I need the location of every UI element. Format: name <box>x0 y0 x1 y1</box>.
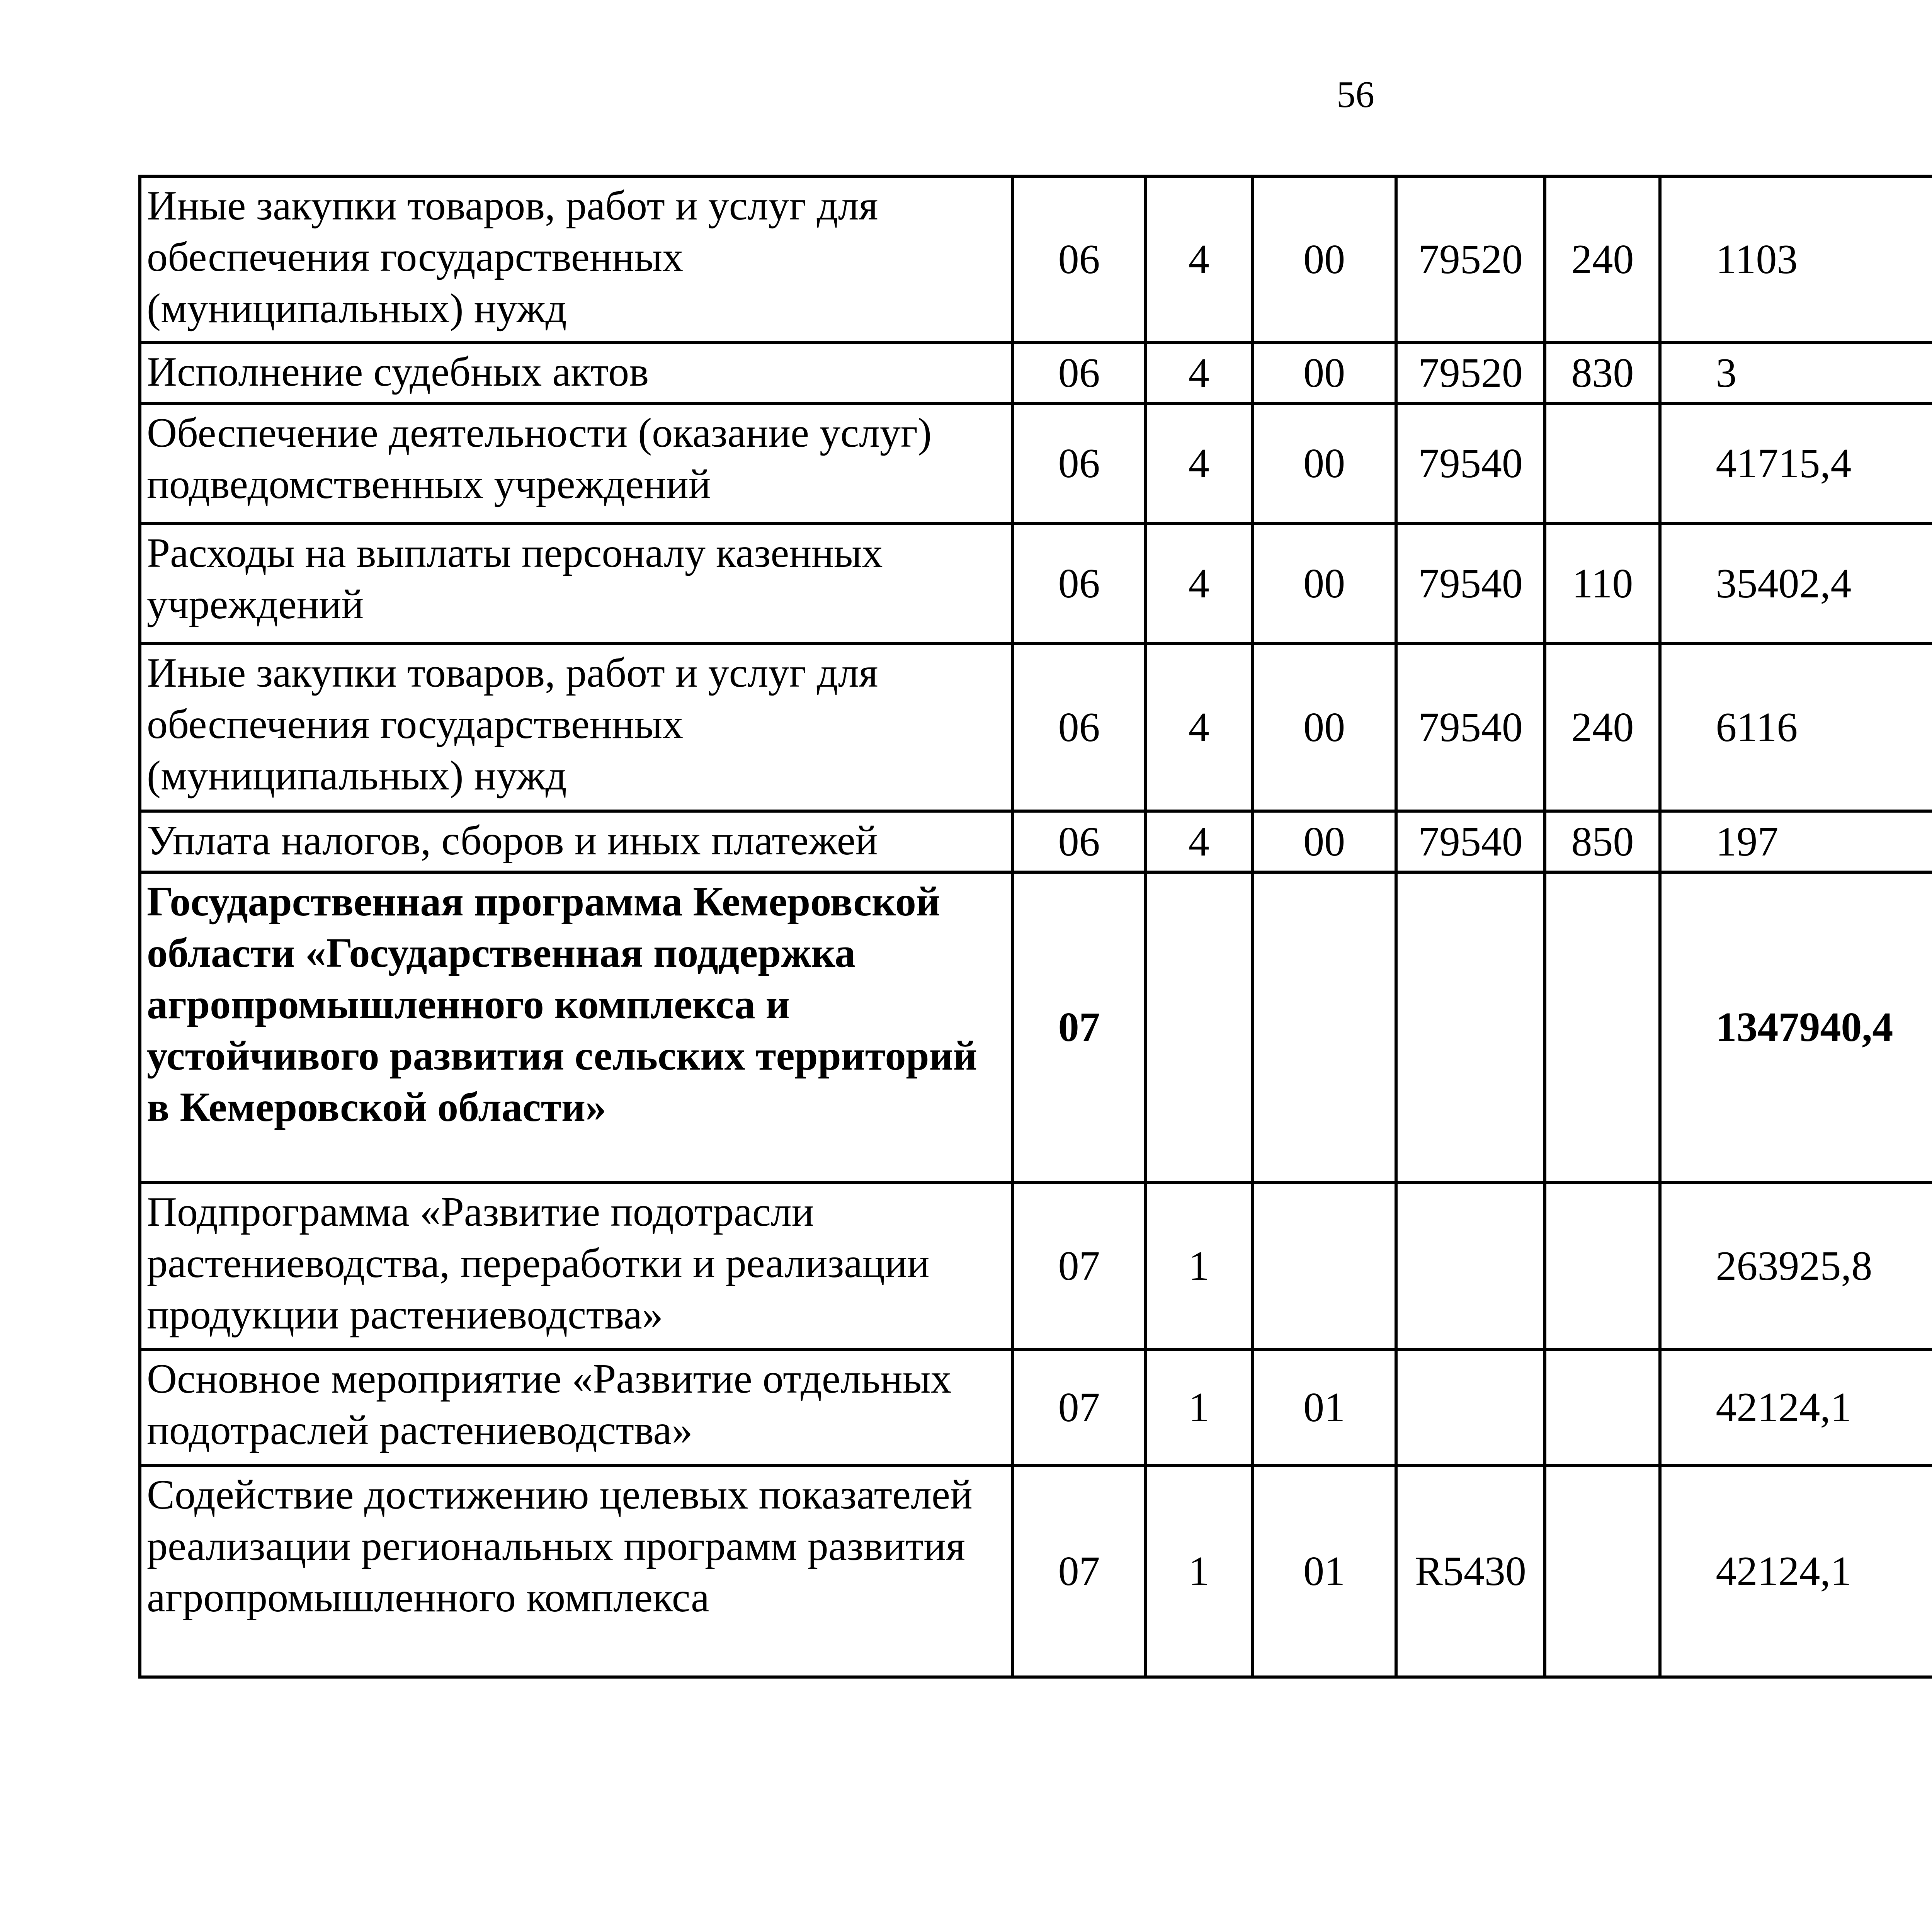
event-code <box>1252 1182 1396 1349</box>
direction-code: 79540 <box>1396 643 1545 811</box>
event-code: 01 <box>1252 1349 1396 1465</box>
subprogram-code: 1 <box>1146 1349 1252 1465</box>
subprogram-code: 1 <box>1146 1182 1252 1349</box>
section-code: 07 <box>1012 1465 1145 1677</box>
amount-year-1: 42124,1 <box>1660 1349 1932 1465</box>
row-name: Государственная программа Кемеровской области «Государственная поддержка агропромышленного комплекса и устойчивого развития сельских территорий в Кемеровской области» <box>140 872 1012 1182</box>
direction-code: 79520 <box>1396 342 1545 403</box>
section-code: 06 <box>1012 403 1145 524</box>
subprogram-code: 4 <box>1146 524 1252 643</box>
table-row <box>140 403 1932 524</box>
amount-year-1: 6116 <box>1660 643 1932 811</box>
row-name: Уплата налогов, сборов и иных платежей <box>140 811 1012 872</box>
section-code: 06 <box>1012 176 1145 342</box>
section-code: 06 <box>1012 811 1145 872</box>
section-code: 07 <box>1012 1349 1145 1465</box>
row-name: Подпрограмма «Развитие подотрасли растениеводства, переработки и реализации продукции растениеводства» <box>140 1182 1012 1349</box>
amount-year-1: 41715,4 <box>1660 403 1932 524</box>
section-code: 06 <box>1012 643 1145 811</box>
subprogram-code: 4 <box>1146 176 1252 342</box>
row-name: Основное мероприятие «Развитие отдельных подотраслей растениеводства» <box>140 1349 1012 1465</box>
direction-code <box>1396 1349 1545 1465</box>
direction-code: 79540 <box>1396 403 1545 524</box>
event-code: 00 <box>1252 643 1396 811</box>
expense-type-code <box>1545 403 1660 524</box>
direction-code: 79540 <box>1396 811 1545 872</box>
row-name: Иные закупки товаров, работ и услуг для обеспечения государственных (муниципальных) нужд <box>140 643 1012 811</box>
amount-year-1: 35402,4 <box>1660 524 1932 643</box>
event-code: 00 <box>1252 811 1396 872</box>
expense-type-code: 240 <box>1545 643 1660 811</box>
section-code: 07 <box>1012 1182 1145 1349</box>
direction-code <box>1396 872 1545 1182</box>
direction-code: 79540 <box>1396 524 1545 643</box>
direction-code: R5430 <box>1396 1465 1545 1677</box>
amount-year-1: 1347940,4 <box>1660 872 1932 1182</box>
table-row <box>140 342 1932 403</box>
table-row <box>140 1182 1932 1349</box>
direction-code <box>1396 1182 1545 1349</box>
budget-table <box>138 175 1932 1679</box>
table-row <box>140 643 1932 811</box>
amount-year-1: 3 <box>1660 342 1932 403</box>
subprogram-code: 4 <box>1146 811 1252 872</box>
table-row <box>140 1349 1932 1465</box>
section-code: 06 <box>1012 524 1145 643</box>
row-name: Расходы на выплаты персоналу казенных учреждений <box>140 524 1012 643</box>
subprogram-code: 1 <box>1146 1465 1252 1677</box>
expense-type-code <box>1545 1465 1660 1677</box>
expense-type-code <box>1545 872 1660 1182</box>
table-row <box>140 176 1932 342</box>
amount-year-1: 42124,1 <box>1660 1465 1932 1677</box>
expense-type-code: 240 <box>1545 176 1660 342</box>
table-row <box>140 524 1932 643</box>
row-name: Содействие достижению целевых показателей реализации региональных программ развития агропромышленного комплекса <box>140 1465 1012 1677</box>
expense-type-code: 830 <box>1545 342 1660 403</box>
event-code <box>1252 872 1396 1182</box>
subprogram-code <box>1146 872 1252 1182</box>
event-code: 00 <box>1252 342 1396 403</box>
subprogram-code: 4 <box>1146 403 1252 524</box>
event-code: 01 <box>1252 1465 1396 1677</box>
amount-year-1: 197 <box>1660 811 1932 872</box>
row-name: Обеспечение деятельности (оказание услуг) подведомственных учреждений <box>140 403 1012 524</box>
amount-year-1: 263925,8 <box>1660 1182 1932 1349</box>
expense-type-code <box>1545 1182 1660 1349</box>
table-row <box>140 811 1932 872</box>
direction-code: 79520 <box>1396 176 1545 342</box>
expense-type-code <box>1545 1349 1660 1465</box>
amount-year-1: 1103 <box>1660 176 1932 342</box>
expense-type-code: 110 <box>1545 524 1660 643</box>
table-row <box>140 1465 1932 1677</box>
table-row <box>140 872 1932 1182</box>
event-code: 00 <box>1252 176 1396 342</box>
event-code: 00 <box>1252 403 1396 524</box>
row-name: Исполнение судебных актов <box>140 342 1012 403</box>
page-number: 56 <box>1337 74 1374 116</box>
subprogram-code: 4 <box>1146 342 1252 403</box>
section-code: 06 <box>1012 342 1145 403</box>
event-code: 00 <box>1252 524 1396 643</box>
row-name: Иные закупки товаров, работ и услуг для обеспечения государственных (муниципальных) нужд <box>140 176 1012 342</box>
section-code: 07 <box>1012 872 1145 1182</box>
expense-type-code: 850 <box>1545 811 1660 872</box>
subprogram-code: 4 <box>1146 643 1252 811</box>
